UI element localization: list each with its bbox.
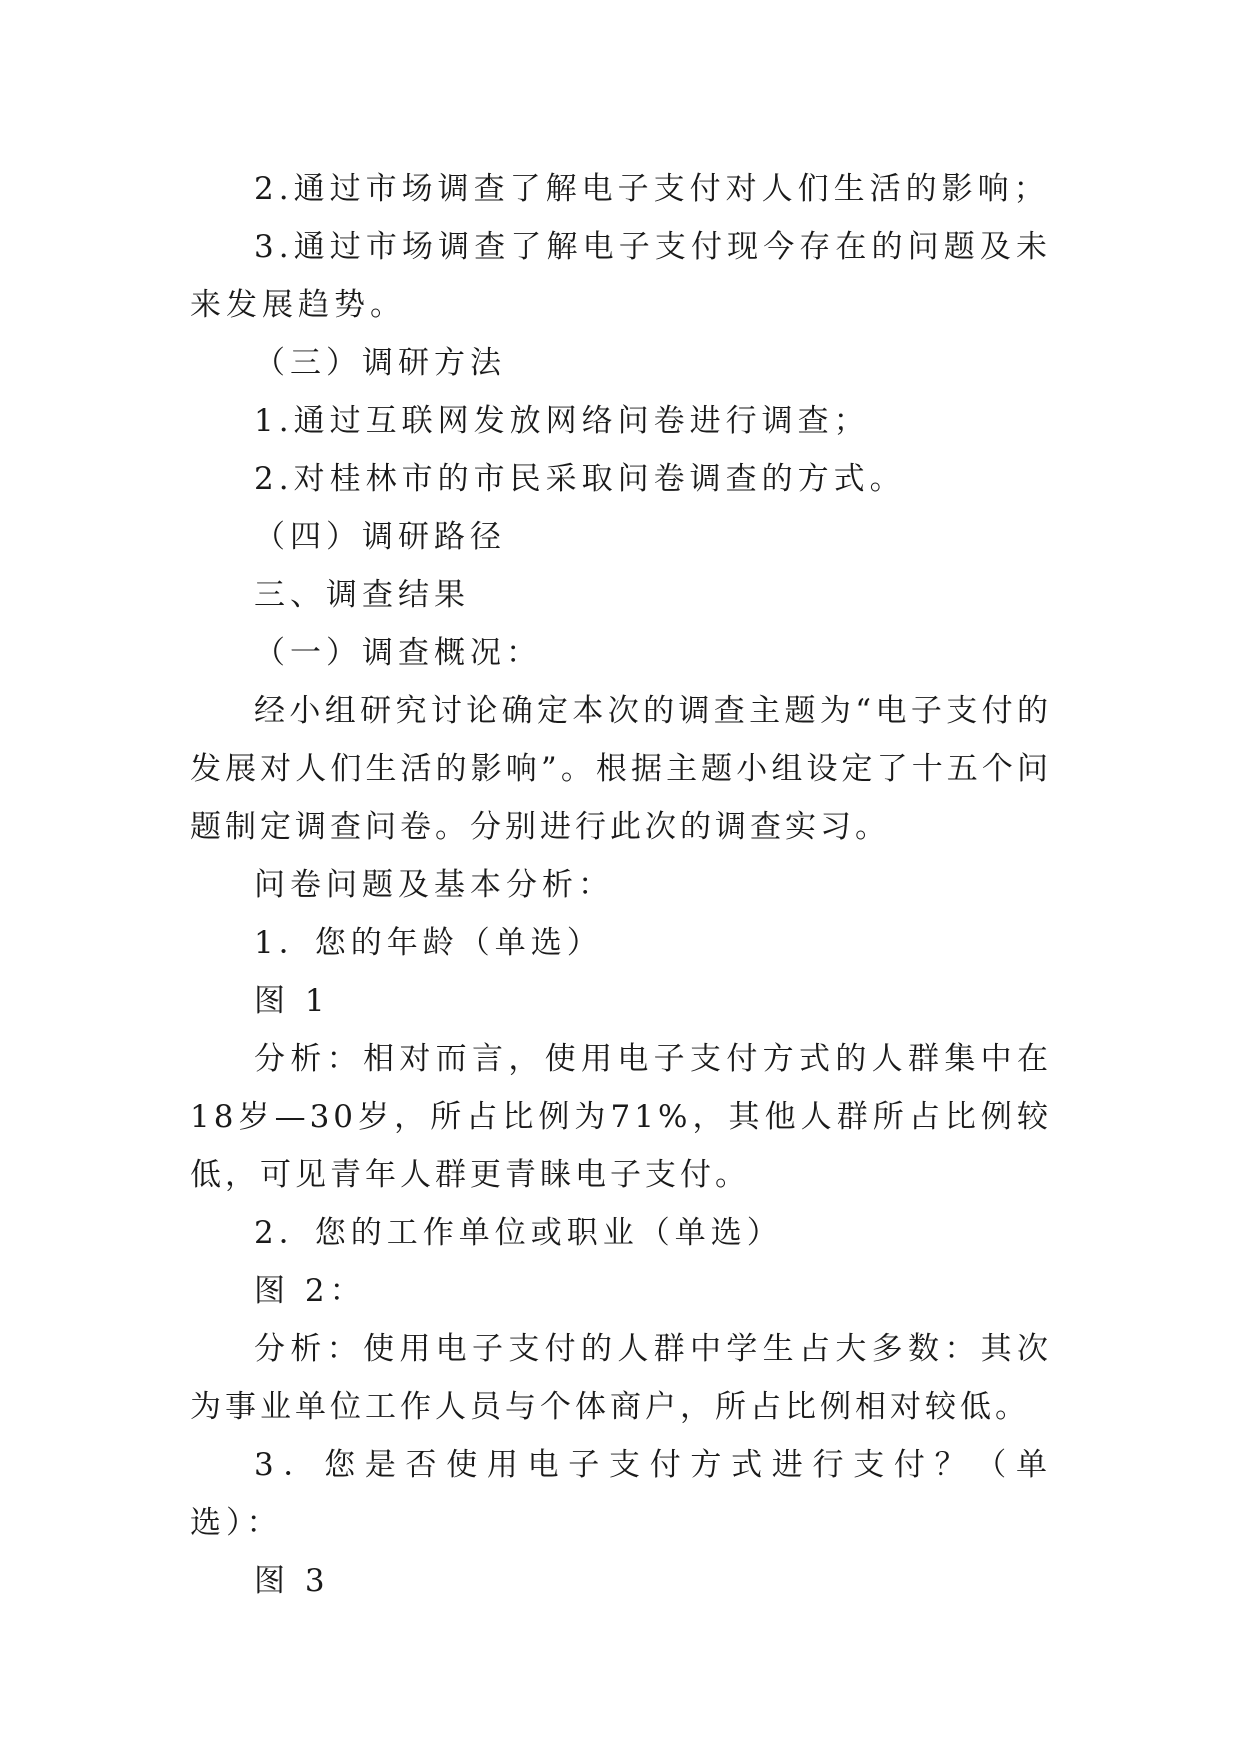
question-1-heading: 1．您的年龄（单选） <box>254 925 603 961</box>
figure-1-label: 图 1 <box>254 983 330 1019</box>
paragraph-objective-2: 2.通过市场调查了解电子支付对人们生活的影响； <box>254 171 1050 207</box>
figure-3-label: 图 3 <box>254 1563 330 1599</box>
section-heading-overview: （一）调查概况： <box>254 635 542 671</box>
section-heading-research-path: （四）调研路径 <box>254 519 506 555</box>
document-body <box>190 160 1052 1610</box>
paragraph-method-2: 2.对桂林市的市民采取问卷调查的方式。 <box>254 461 906 497</box>
paragraph-objective-3: 3.通过市场调查了解电子支付现今存在的问题及未来发展趋势。 <box>190 229 1052 323</box>
paragraph-method-1: 1.通过互联网发放网络问卷进行调查； <box>254 403 870 439</box>
figure-2-label: 图 2： <box>254 1273 366 1309</box>
analysis-2: 分析：使用电子支付的人群中学生占大多数：其次为事业单位工作人员与个体商户，所占比例相对较低。 <box>190 1331 1052 1425</box>
section-heading-research-method: （三）调研方法 <box>254 345 506 381</box>
question-2-heading: 2．您的工作单位或职业（单选） <box>254 1215 783 1251</box>
paragraph-overview: 经小组研究讨论确定本次的调查主题为“电子支付的发展对人们生活的影响”。根据主题小组设定了十五个问题制定调查问卷。分别进行此次的调查实习。 <box>190 693 1052 845</box>
question-3-heading: 3．您是否使用电子支付方式进行支付？（单选）： <box>190 1447 1052 1541</box>
paragraph-questionnaire-intro: 问卷问题及基本分析： <box>254 867 614 903</box>
section-heading-results: 三、调查结果 <box>254 577 470 613</box>
analysis-1: 分析：相对而言，使用电子支付方式的人群集中在18岁—30岁，所占比例为71%，其他人群所占比例较低，可见青年人群更青睐电子支付。 <box>190 1041 1052 1193</box>
